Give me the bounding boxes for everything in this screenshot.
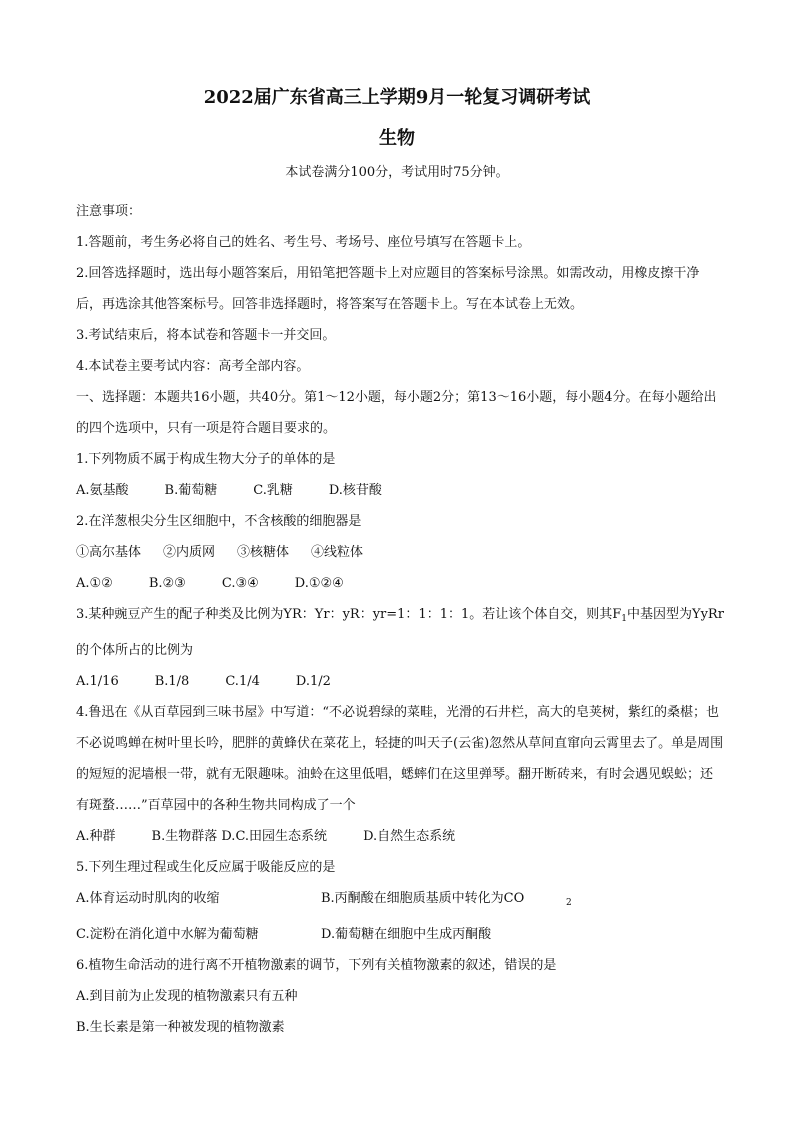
option-a: A.种群 [76, 829, 116, 844]
question-options [76, 883, 724, 919]
notice-item: 2.回答选择题时，选出每小题答案后，用铅笔把答题卡上对应题目的答案标号涂黑。如需改动，用橡皮擦干净后，再选涂其他答案标号。回答非选择题时，将答案写在答题卡上。写在本试卷上无效。 [76, 266, 700, 312]
option-b-text: B.丙酮酸在细胞质基质中转化为CO [321, 891, 525, 906]
exam-meta: 本试卷满分100分，考试用时75分钟。 [285, 165, 509, 180]
section-instruction: 一、选择题：本题共16小题，共40分。第1～12小题，每小题2分；第13～16小题，每小题4分。在每小题给出的四个选项中，只有一项是符合题目要求的。 [76, 390, 717, 436]
option-c: C.③④ [221, 576, 259, 591]
option-d: D.核苷酸 [328, 483, 382, 498]
option-a: A.体育运动时肌肉的收缩 [76, 891, 220, 906]
option-d: D.①②④ [294, 576, 344, 591]
item: ②内质网 [163, 545, 216, 560]
item: ③核糖体 [237, 545, 290, 560]
option-b: B.②③ [148, 576, 186, 591]
subscript: 2 [566, 898, 572, 908]
question-stem [76, 599, 724, 666]
option-b: B.生长素是第一种被发现的植物激素 [76, 1020, 285, 1035]
item: ①高尔基体 [76, 545, 142, 560]
option-b [321, 883, 572, 919]
option-d: D.葡萄糖在细胞中生成丙酮酸 [321, 927, 492, 942]
option-b: B.1/8 [154, 674, 190, 689]
question-options [76, 919, 724, 950]
option-c: C.淀粉在消化道中水解为葡萄糖 [76, 927, 259, 942]
question-options [76, 666, 724, 697]
exam-title: 2022届广东省高三上学期9月一轮复习调研考试 [203, 87, 591, 108]
option-d: D.1/2 [295, 674, 331, 689]
subscript: 1 [621, 614, 627, 624]
subject-title: 生物 [379, 128, 415, 149]
item: ④线粒体 [311, 545, 364, 560]
option-d: D.自然生态系统 [363, 829, 456, 844]
question-stem: 4.鲁迅在《从百草园到三味书屋》中写道：“不必说碧绿的菜畦，光滑的石井栏，高大的皂荚树，紫红的桑椹；也不必说鸣蝉在树叶里长吟，肥胖的黄蜂伏在菜花上，轻捷的叫天子(云雀)忽然从草间直窜向云霄里去了。单是周围的短短的泥墙根一带，就有无限趣味。油蛉在这里低唱，蟋蟀们在这里弹琴。翻开断砖来，有时会遇见蜈蚣；还有斑蝥……”百草园中的各种生物共同构成了一个 [76, 705, 724, 813]
option-a: A.①② [76, 576, 113, 591]
question-options [76, 475, 724, 506]
notice-heading: 注意事项： [76, 204, 142, 219]
option-a: A.氨基酸 [76, 483, 129, 498]
stem-part: 3.某种豌豆产生的配子种类及比例为YR：Yr：yR：yr=1：1：1：1。若让该个体自交，则其F [76, 607, 622, 622]
stem-part: 中基因型为YyRr的个体所占的比例为 [76, 607, 724, 658]
notice-item: 1.答题前，考生务必将自己的姓名、考生号、考场号、座位号填写在答题卡上。 [76, 235, 531, 250]
option-b-c: B.生物群落 D.C.田园生态系统 [151, 829, 328, 844]
question-stem: 1.下列物质不属于构成生物大分子的单体的是 [76, 452, 336, 467]
notice-item: 4.本试卷主要考试内容：高考全部内容。 [76, 359, 310, 374]
question-options [76, 568, 724, 599]
option-a: A.到目前为止发现的植物激素只有五种 [76, 989, 298, 1004]
option-a: A.1/16 [76, 674, 119, 689]
question-options [76, 821, 724, 852]
question-stem: 6.植物生命活动的进行离不开植物激素的调节，下列有关植物激素的叙述，错误的是 [76, 958, 557, 973]
question-stem: 2.在洋葱根尖分生区细胞中，不含核酸的细胞器是 [76, 514, 362, 529]
option-c: C.乳糖 [253, 483, 293, 498]
option-c: C.1/4 [225, 674, 260, 689]
exam-content [76, 196, 724, 1043]
question-stem: 5.下列生理过程或生化反应属于吸能反应的是 [76, 860, 336, 875]
question-items [76, 537, 724, 568]
notice-item: 3.考试结束后，将本试卷和答题卡一并交回。 [76, 328, 336, 343]
option-b: B.葡萄糖 [164, 483, 218, 498]
